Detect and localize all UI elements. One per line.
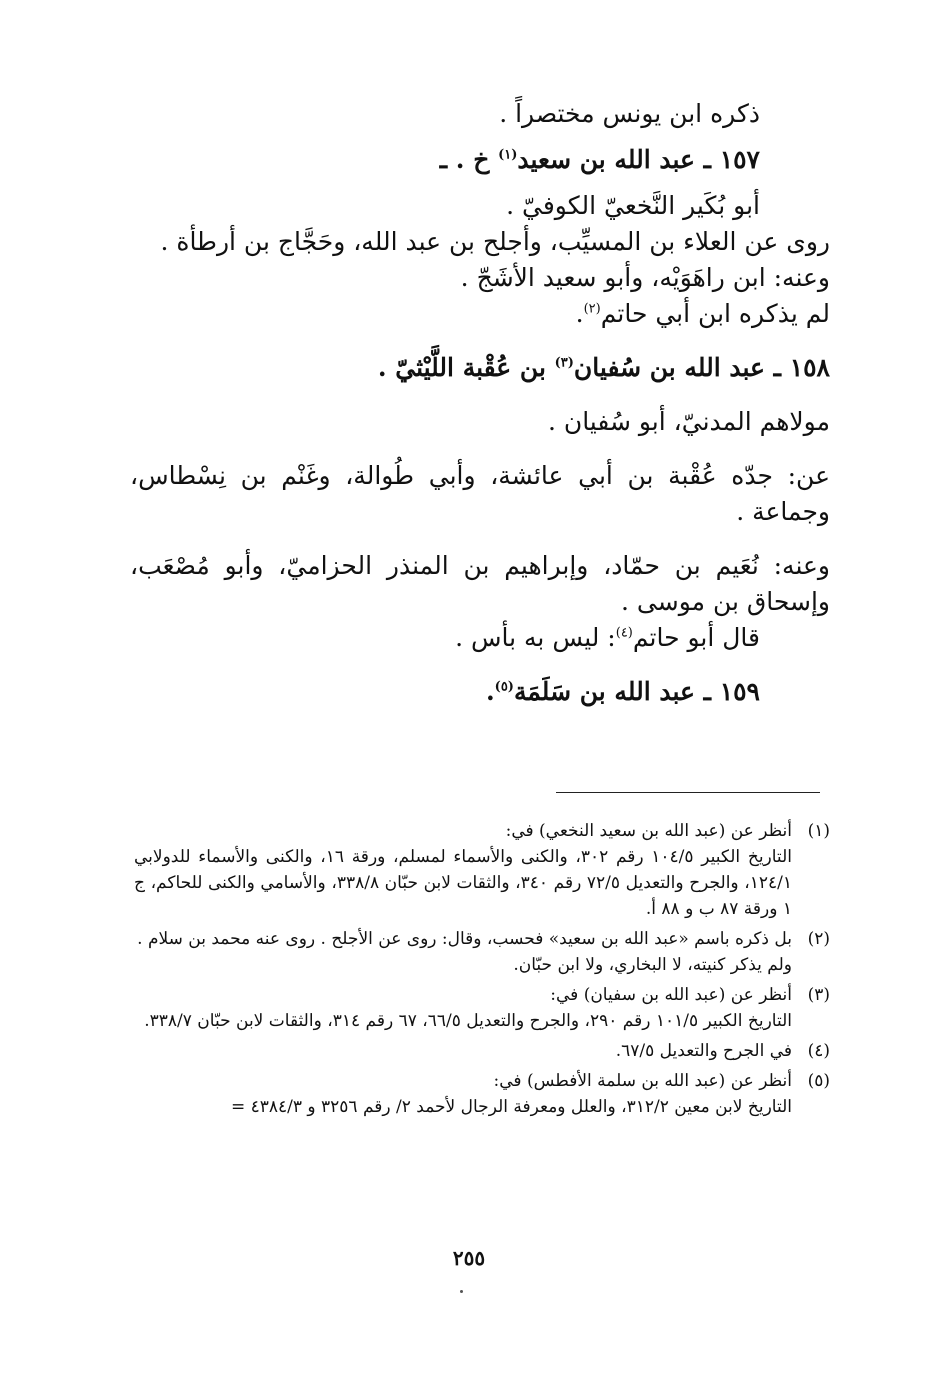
main-text: [130, 96, 830, 710]
footnote-1: [134, 818, 830, 922]
entry-157-heading: ١٥٧ ـ عبد الله بن سعيد$^{(١)}$ خ . ـ: [439, 145, 760, 174]
text-line: وعنه: ابن راهَوَيْه، وأبو سعيد الأشَجّ .: [460, 263, 830, 292]
footnote-ref: (٣): [554, 355, 574, 371]
entry-159-heading: ١٥٩ ـ عبد الله بن سَلَمَة$^{(٥)}$.: [485, 677, 760, 706]
footnote-2: [134, 926, 830, 978]
text-line: لم يذكره ابن أبي حاتم$^{(٢)}$.: [575, 299, 830, 328]
footnote-text: أنظر عن (عبد الله بن سفيان) في:: [550, 985, 792, 1005]
text-line: مولاهم المدنيّ، أبو سُفيان .: [547, 407, 830, 436]
footnote-ref: (٥): [494, 679, 514, 695]
footnote-ref: (٢): [583, 301, 601, 317]
footnote-text: في الجرح والتعديل ٦٧/٥.: [615, 1041, 792, 1061]
footnote-ref: (١): [498, 147, 518, 163]
footnote-3: [134, 982, 830, 1034]
footnote-5: [134, 1068, 830, 1120]
scan-speck: [460, 1290, 463, 1293]
text-line: قال أبو حاتم$^{(٤)}$: ليس به بأس .: [455, 623, 760, 652]
text-paragraph: وعنه: نُعَيم بن حمّاد، وإبراهيم بن المنذر الحزاميّ، وأبو مُصْعَب، وإسحاق بن موسى .: [130, 551, 830, 616]
text-paragraph: عن: جدّه عُقْبة بن أبي عائشة، وأبي طُوالة، وغَنْم بن نِسْطاس، وجماعة .: [130, 461, 830, 526]
text-line: ذكره ابن يونس مختصراً .: [499, 99, 760, 128]
footnotes: [134, 818, 830, 1124]
footnote-text: التاريخ لابن معين ٣١٢/٢، والعلل ومعرفة الرجال لأحمد ٢/ رقم ٣٢٥٦ و ٤٣٨٤/٣ =: [230, 1097, 792, 1117]
footnote-ref: (٤): [615, 625, 633, 641]
text-line: روى عن العلاء بن المسيِّب، وأجلح بن عبد الله، وحَجَّاج بن أرطأة .: [160, 227, 830, 256]
footnote-divider: [556, 792, 820, 793]
footnote-text: التاريخ الكبير ١٠٤/٥ رقم ٣٠٢، والكنى والأسماء لمسلم، ورقة ١٦، والكنى والأسماء للدولابي ١٢٤/١، والجرح والتعديل ٧٢/٥ رقم ٣٤٠، والثقات لابن حبّان ٣٣٨/٨، والأسامي والكنى للحاكم، ج ١ ورقة ٨٧ ب و ٨٨ أ.: [134, 847, 792, 919]
entry-158-heading: ١٥٨ ـ عبد الله بن سُفيان$^{(٣)}$ بن عُقْبة اللَّيْثيّ .: [377, 353, 830, 382]
footnote-number: (١): [807, 821, 830, 841]
footnote-number: (٢): [807, 929, 830, 949]
footnote-text: أنظر عن (عبد الله بن سلمة الأفطس) في:: [493, 1071, 792, 1091]
footnote-text: أنظر عن (عبد الله بن سعيد النخعي) في:: [505, 821, 792, 841]
footnote-number: (٣): [807, 985, 830, 1005]
footnote-text: التاريخ الكبير ١٠١/٥ رقم ٢٩٠، والجرح والتعديل ٦٦/٥، ٦٧ رقم ٣١٤، والثقات لابن حبّان ٣٣٨/٧.: [144, 1011, 792, 1031]
footnote-number: (٥): [807, 1071, 830, 1091]
footnote-4: [134, 1038, 830, 1064]
footnote-number: (٤): [807, 1041, 830, 1061]
footnote-text: ولم يذكر كنيته، لا البخاري، ولا ابن حبّان.: [513, 955, 792, 975]
page-number: ٢٥٥: [452, 1246, 486, 1270]
text-line: أبو بُكَير النَّخعيّ الكوفيّ .: [506, 191, 760, 220]
footnote-text: بل ذكره باسم «عبد الله بن سعيد» فحسب، وقال: روى عن الأجلح . روى عنه محمد بن سلام .: [137, 929, 792, 949]
